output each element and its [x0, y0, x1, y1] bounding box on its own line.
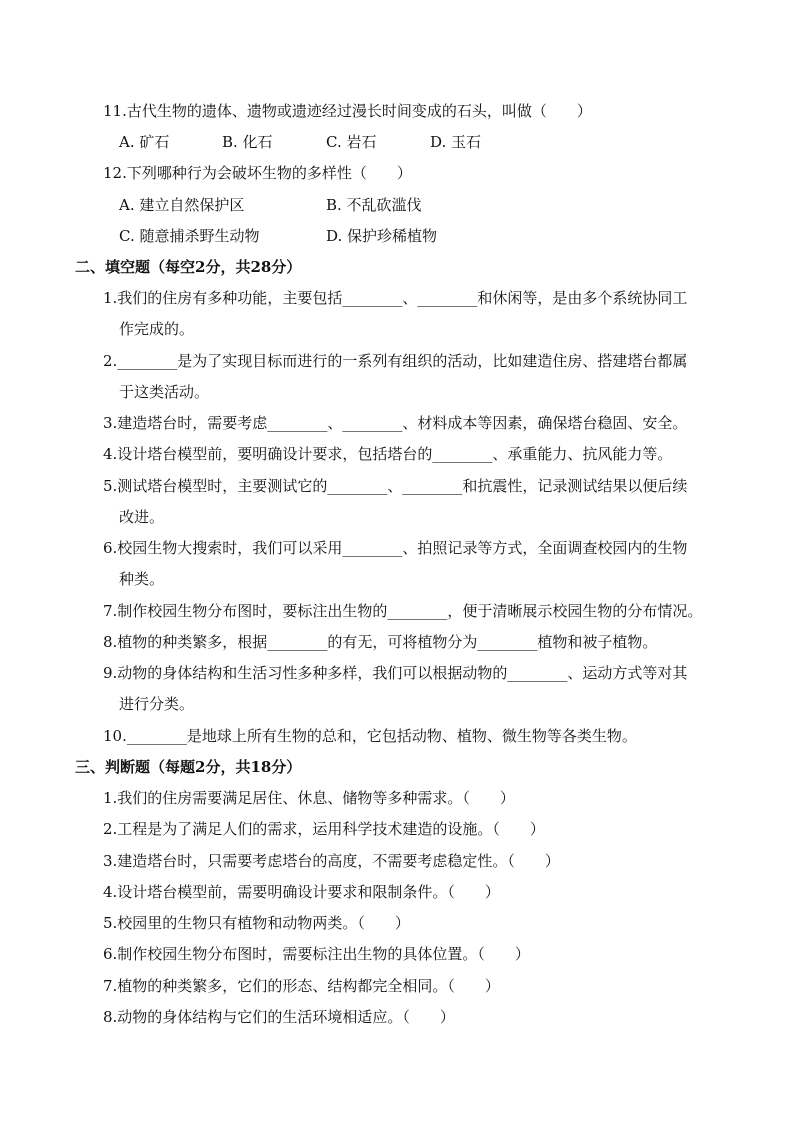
fill-line: 于这类活动。 — [119, 383, 210, 401]
fill-line: 8.植物的种类繁多，根据________的有无，可将植物分为________植物和被子植物。 — [103, 633, 658, 651]
fill-line: 1.我们的住房有多种功能，主要包括________、________和休闲等，是由多个系统协同工 — [103, 289, 688, 307]
judge-line: 7.植物的种类繁多，它们的形态、结构都完全相同。（ ） — [103, 977, 500, 995]
fill-line: 种类。 — [119, 570, 165, 588]
question-12-stem: 12.下列哪种行为会破坏生物的多样性（ ） — [103, 164, 412, 182]
question-11-stem: 11.古代生物的遗体、遗物或遗迹经过漫长时间变成的石头，叫做（ ） — [103, 102, 592, 120]
judge-line: 4.设计塔台模型前，需要明确设计要求和限制条件。（ ） — [103, 883, 500, 901]
fill-line: 10.________是地球上所有生物的总和，它包括动物、植物、微生物等各类生物。 — [103, 727, 637, 745]
fill-line: 2.________是为了实现目标而进行的一系列有组织的活动，比如建造住房、搭建塔台都属 — [103, 352, 688, 370]
fill-line: 4.设计塔台模型前，要明确设计要求，包括塔台的________、承重能力、抗风能力等。 — [103, 445, 673, 463]
q11-option-c: C. 岩石 — [326, 133, 377, 151]
judge-line: 8.动物的身体结构与它们的生活环境相适应。（ ） — [103, 1008, 455, 1026]
judge-line: 5.校园里的生物只有植物和动物两类。（ ） — [103, 914, 410, 932]
q12-option-d: D. 保护珍稀植物 — [326, 227, 438, 245]
fill-line: 进行分类。 — [119, 695, 195, 713]
q12-option-c: C. 随意捕杀野生动物 — [119, 227, 260, 245]
fill-line: 3.建造塔台时，需要考虑________、________、材料成本等因素，确保塔台稳固、安全。 — [103, 414, 688, 432]
judge-line: 6.制作校园生物分布图时，需要标注出生物的具体位置。（ ） — [103, 945, 530, 963]
fill-line: 7.制作校园生物分布图时，要标注出生物的________，便于清晰展示校园生物的分布情况。 — [103, 602, 703, 620]
q12-option-b: B. 不乱砍滥伐 — [326, 196, 422, 214]
judge-line: 3.建造塔台时，只需要考虑塔台的高度，不需要考虑稳定性。（ ） — [103, 852, 560, 870]
fill-line: 作完成的。 — [119, 320, 195, 338]
fill-line: 6.校园生物大搜索时，我们可以采用________、拍照记录等方式，全面调查校园内的生物 — [103, 539, 688, 557]
q11-option-b: B. 化石 — [222, 133, 273, 151]
q12-option-a: A. 建立自然保护区 — [119, 196, 245, 214]
fill-line: 9.动物的身体结构和生活习性多种多样，我们可以根据动物的________、运动方式等对其 — [103, 664, 688, 682]
judge-line: 1.我们的住房需要满足居住、休息、储物等多种需求。（ ） — [103, 789, 515, 807]
judge-line: 2.工程是为了满足人们的需求，运用科学技术建造的设施。（ ） — [103, 820, 545, 838]
q11-option-d: D. 玉石 — [430, 133, 482, 151]
fill-section-heading: 二、填空题（每空2分，共28分） — [75, 258, 302, 276]
judge-section-heading: 三、判断题（每题2分，共18分） — [75, 758, 302, 776]
fill-line: 5.测试塔台模型时，主要测试它的________、________和抗震性，记录测试结果以便后续 — [103, 477, 688, 495]
fill-line: 改进。 — [119, 508, 165, 526]
q11-option-a: A. 矿石 — [119, 133, 170, 151]
